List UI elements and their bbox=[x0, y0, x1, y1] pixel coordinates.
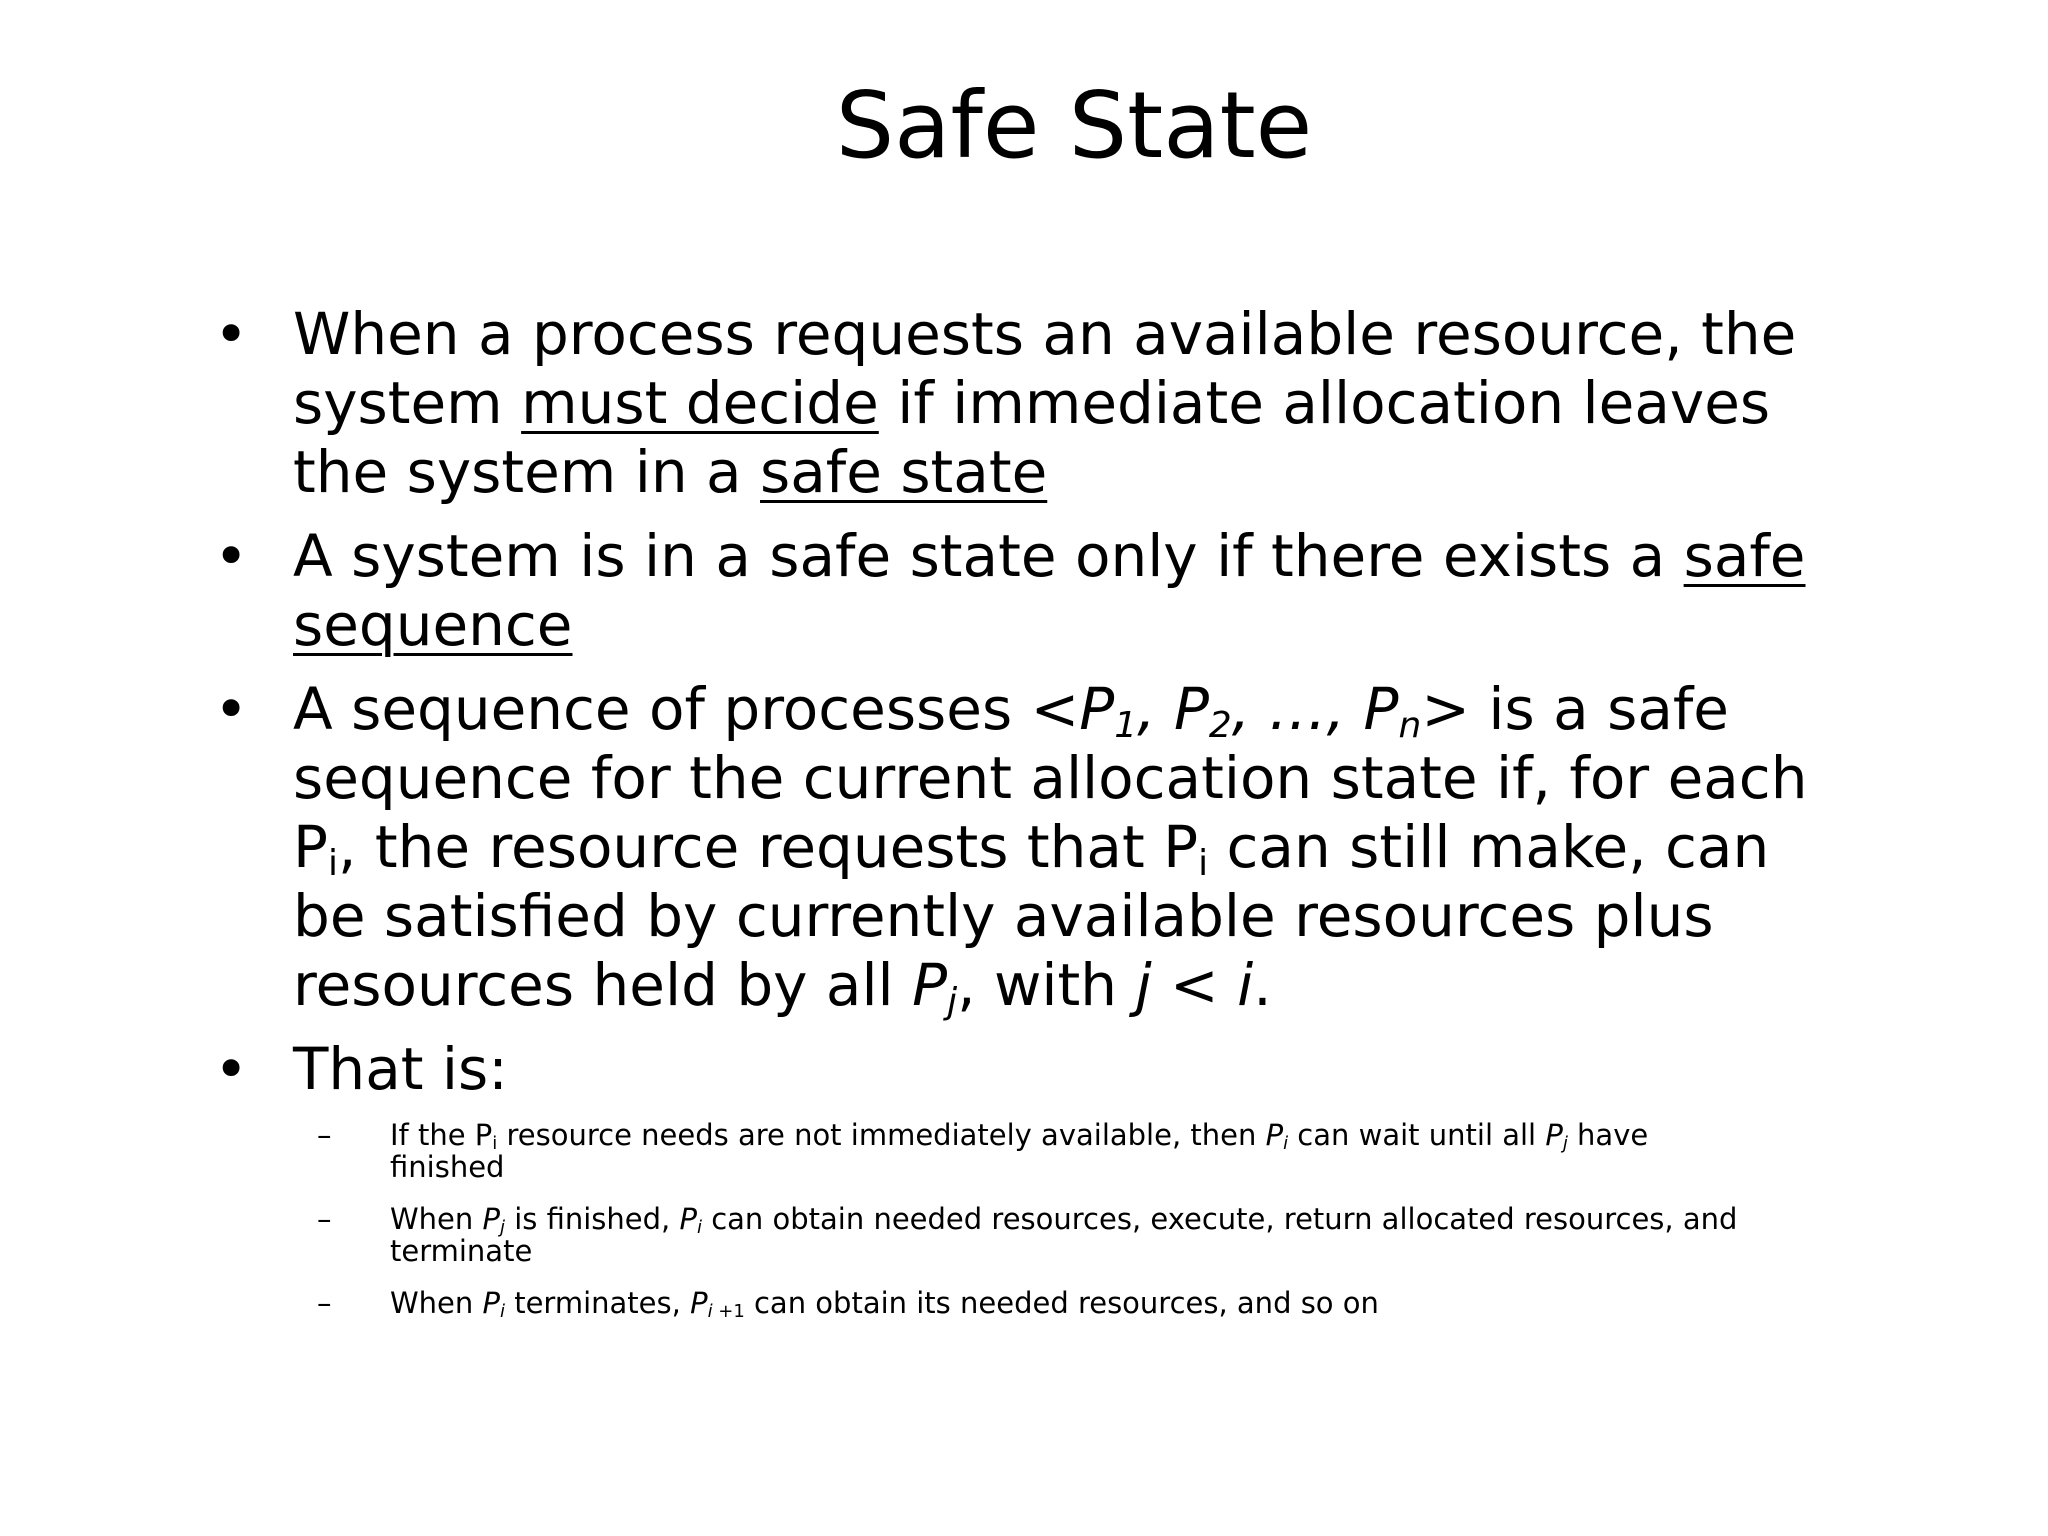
process-symbol: P bbox=[912, 951, 948, 1019]
process-symbol: P bbox=[1173, 675, 1209, 743]
sub-text: If the P bbox=[390, 1118, 493, 1152]
underlined-term: must decide bbox=[521, 369, 879, 437]
subscript: n bbox=[1398, 704, 1422, 746]
dash-marker: – bbox=[317, 1286, 332, 1320]
underlined-term: safe state bbox=[760, 438, 1048, 506]
bullet-item bbox=[207, 522, 1847, 660]
variable: j bbox=[1135, 951, 1152, 1019]
bullet-marker: • bbox=[214, 300, 249, 368]
process-symbol: P bbox=[1079, 675, 1115, 743]
sub-text: can obtain its needed resources, and so on bbox=[744, 1286, 1379, 1320]
bullet-text: When a process requests an available resource, the system bbox=[293, 300, 1797, 437]
process-symbol: P bbox=[1265, 1118, 1284, 1152]
bullet-text: A system is in a safe state only if there exists a bbox=[293, 522, 1684, 590]
sub-list bbox=[207, 1118, 1847, 1322]
bullet-text: , bbox=[1137, 675, 1174, 743]
process-symbol: P bbox=[482, 1202, 500, 1236]
sub-text: resource needs are not immediately available, then bbox=[497, 1118, 1266, 1152]
subscript: i bbox=[1198, 842, 1209, 884]
process-symbol: P bbox=[1363, 675, 1399, 743]
bullet-text: , …, bbox=[1231, 675, 1364, 743]
dash-marker: – bbox=[317, 1202, 332, 1236]
bullet-item bbox=[207, 675, 1847, 1020]
slide-title: Safe State bbox=[835, 72, 1313, 179]
sub-item bbox=[317, 1119, 1770, 1183]
underlined-term: safe sequence bbox=[293, 522, 1806, 659]
process-symbol: P bbox=[482, 1286, 500, 1320]
bullet-text: if immediate allocation leaves the system in a bbox=[293, 369, 1771, 506]
bullet-item bbox=[207, 1035, 1847, 1104]
bullet-marker: • bbox=[214, 1035, 249, 1103]
sub-text: terminates, bbox=[505, 1286, 691, 1320]
subscript: 2 bbox=[1208, 704, 1232, 746]
variable: i bbox=[1237, 951, 1254, 1019]
sub-text: have finished bbox=[390, 1118, 1649, 1184]
bullet-text: . bbox=[1253, 951, 1272, 1019]
subscript: i bbox=[1283, 1132, 1289, 1154]
process-symbol: P bbox=[679, 1202, 697, 1236]
bullet-marker: • bbox=[214, 675, 249, 743]
subscript-offset: +1 bbox=[712, 1300, 745, 1322]
subscript-index: i bbox=[707, 1300, 713, 1322]
bullet-text: > is a safe sequence for the current allocation state if, for each P bbox=[293, 675, 1808, 881]
sub-text: When bbox=[390, 1202, 483, 1236]
dash-marker: – bbox=[317, 1118, 332, 1152]
bullet-text: , the resource requests that P bbox=[337, 813, 1199, 881]
subscript: i bbox=[500, 1300, 505, 1322]
bullet-text: , with bbox=[957, 951, 1136, 1019]
sub-text: When bbox=[390, 1286, 483, 1320]
bullet-text: That is: bbox=[293, 1035, 508, 1103]
subscript: j bbox=[500, 1216, 505, 1238]
subscript: j bbox=[1562, 1132, 1568, 1154]
bullet-item bbox=[207, 300, 1847, 507]
subscript: i bbox=[492, 1132, 498, 1154]
subscript: j bbox=[947, 980, 958, 1022]
sub-item bbox=[317, 1286, 1770, 1322]
process-symbol: P bbox=[1545, 1118, 1563, 1152]
subscript: 1 bbox=[1114, 704, 1138, 746]
sub-item bbox=[317, 1203, 1770, 1267]
subscript: i bbox=[696, 1216, 702, 1238]
sub-text: is finished, bbox=[505, 1202, 680, 1236]
process-symbol: P bbox=[690, 1286, 708, 1320]
bullet-text: A sequence of processes < bbox=[293, 675, 1080, 743]
sub-text: can wait until all bbox=[1288, 1118, 1546, 1152]
bullet-text: can still make, can be satisfied by currently available resources plus resources held by all bbox=[293, 813, 1770, 1019]
sub-text: can obtain needed resources, execute, return allocated resources, and terminate bbox=[390, 1202, 1738, 1268]
slide-body bbox=[207, 300, 1847, 1339]
subscript bbox=[708, 1301, 745, 1322]
bullet-text: < bbox=[1151, 951, 1238, 1019]
subscript: i bbox=[327, 842, 338, 884]
bullet-marker: • bbox=[214, 522, 249, 590]
